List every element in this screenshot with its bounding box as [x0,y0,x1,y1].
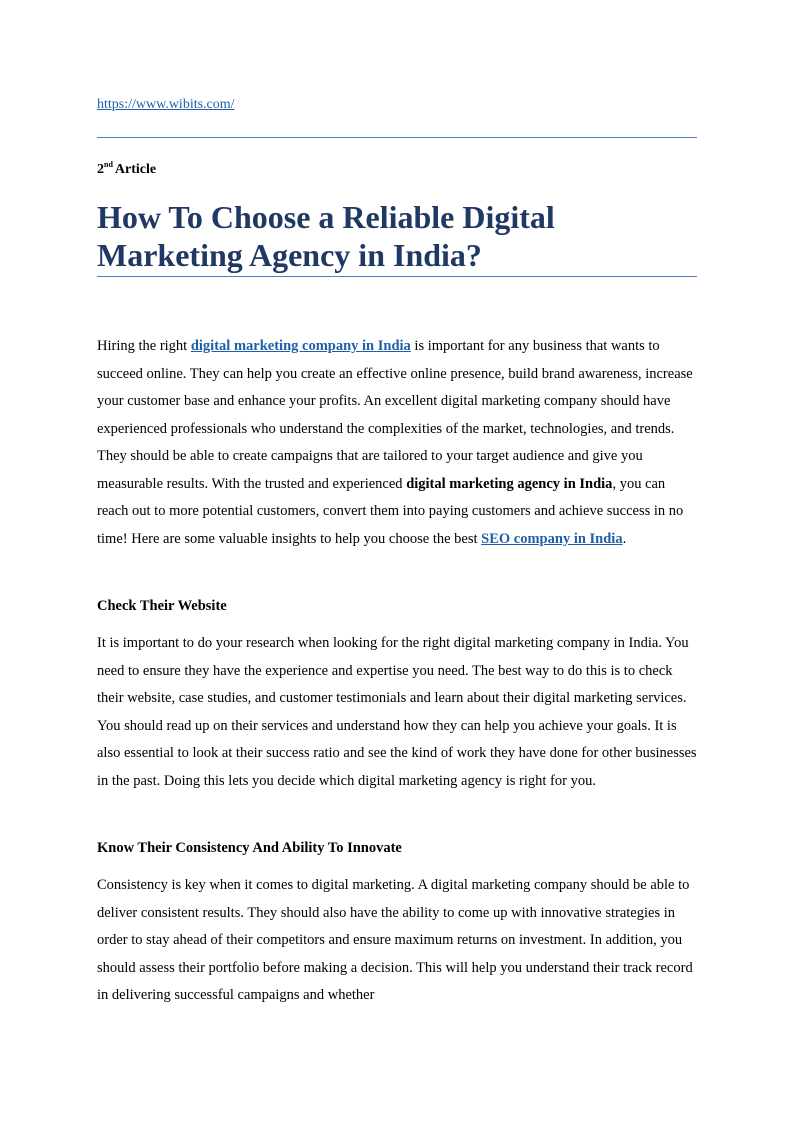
page-title: How To Choose a Reliable Digital Marketing Agency in India? [97,199,555,273]
intro-text-1: Hiring the right [97,338,191,354]
article-number: 2 [97,162,104,177]
section-paragraph-check-website: It is important to do your research when looking for the right digital marketing company in India. You need to ensure they have the experience and expertise you need. The best way to do this is to check their website, case studies, and customer testimonials and learn about their digital marketing services. You should read up on their services and understand how they can help you achieve your goals. It is also essential to look at their success ratio and see the kind of work they have done for other businesses in the past. Doing this lets you decide which digital marketing agency is right for you. [97,635,697,789]
intro-text-4: . [622,530,627,547]
intro-paragraph [97,333,697,553]
article-ordinal-suffix: nd [104,160,113,169]
intro-bold-phrase: digital marketing agency in India [406,475,613,492]
header-divider [97,137,697,138]
seo-company-link[interactable]: SEO company in India [481,530,623,547]
digital-marketing-company-link[interactable]: digital marketing company in India [190,338,411,354]
section-heading-check-website: Check Their Website [97,598,227,614]
section-paragraph-consistency: Consistency is key when it comes to digital marketing. A digital marketing company should be able to deliver consistent results. They should also have the ability to come up with innovative strategies in order to stay ahead of their competitors and ensure maximum returns on investment. In addition, you should assess their portfolio before making a decision. This will help you understand their track record in delivering successful campaigns and whether [97,877,693,1003]
intro-text-2: is important for any business that wants to succeed online. They can help you create an effective online presence, build brand awareness, increase your customer base and enhance your profits. An excellent digital marketing company should have experienced professionals who understand the complexities of the market, technologies, and trends. They should be able to create campaigns that are tailored to your target audience and give you measurable results. With the trusted and experienced [97,338,693,492]
intro-text-3: , you can reach out to more potential customers, convert them into paying customers and achieve success in no time! Here are some valuable insights to help you choose the best [97,475,684,547]
title-divider [97,276,697,277]
article-word: Article [114,162,157,177]
website-url-link[interactable]: https://www.wibits.com/ [97,97,235,112]
section-heading-consistency: Know Their Consistency And Ability To Innovate [97,840,402,856]
article-label [97,160,156,178]
